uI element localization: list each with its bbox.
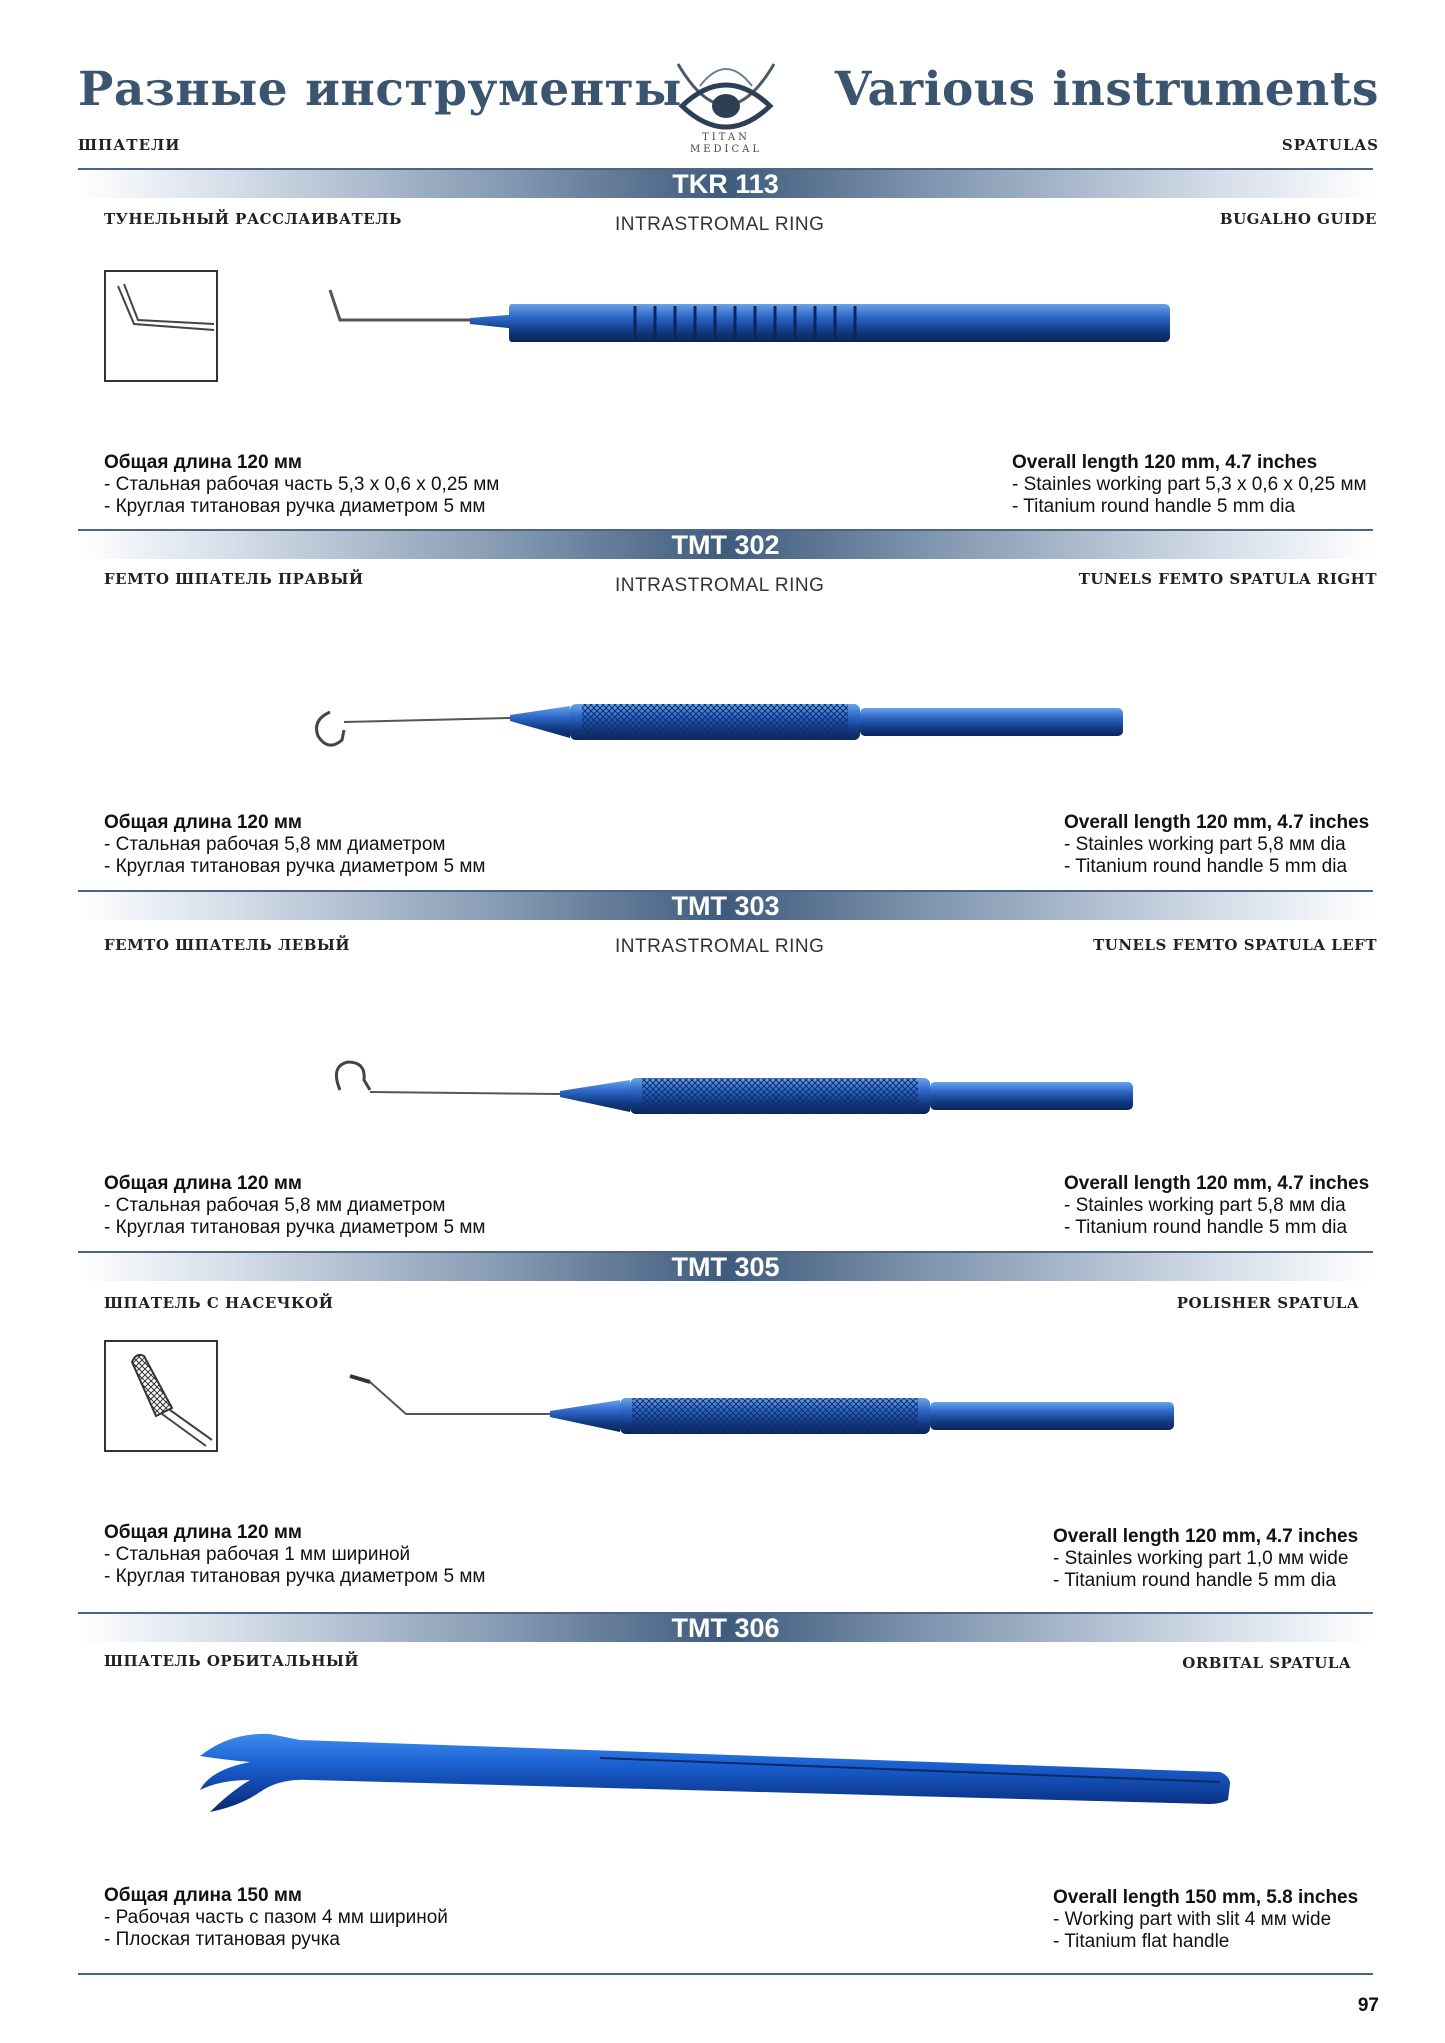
spec-length: Общая длина 120 мм xyxy=(104,1173,302,1194)
spec-length: Общая длина 120 мм xyxy=(104,452,302,473)
logo-text-line1: TITAN xyxy=(702,132,750,143)
spec-ru xyxy=(104,1173,485,1239)
spec-length: Общая длина 120 мм xyxy=(104,1522,302,1543)
section-label-en: SPATULAS xyxy=(1281,136,1379,154)
product-code-bar xyxy=(78,890,1373,920)
spec-length: Overall length 150 mm, 5.8 inches xyxy=(1053,1887,1359,1908)
spec-line: - Titanium round handle 5 mm dia xyxy=(1012,496,1296,517)
product-code: TMT 305 xyxy=(671,1252,780,1282)
spec-length: Overall length 120 mm, 4.7 inches xyxy=(1064,812,1370,833)
spec-line: - Круглая титановая ручка диаметром 5 мм xyxy=(104,496,486,517)
page-title-ru: Разные инструменты xyxy=(78,62,682,117)
instrument-subtitle: INTRASTROMAL RING xyxy=(615,575,825,596)
spec-line: - Рабочая часть с пазом 4 мм шириной xyxy=(104,1907,448,1928)
instrument-name-ru: ШПАТЕЛЬ С НАСЕЧКОЙ xyxy=(104,1294,334,1312)
spec-line: - Titanium flat handle xyxy=(1053,1931,1230,1952)
instrument-image-tmt305 xyxy=(340,1368,1180,1448)
instrument-name-ru: ТУНЕЛЬНЫЙ РАССЛАИВАТЕЛЬ xyxy=(104,210,402,228)
spec-en xyxy=(1053,1526,1358,1592)
instrument-image-tmt302 xyxy=(300,690,1130,770)
spec-line: - Stainles working part 1,0 мм wide xyxy=(1053,1548,1349,1569)
spec-en xyxy=(1053,1887,1358,1953)
titan-medical-logo xyxy=(660,56,792,160)
instrument-name-en: TUNELS FEMTO SPATULA RIGHT xyxy=(1078,570,1377,588)
product-code: TKR 113 xyxy=(672,169,779,199)
spec-ru xyxy=(104,812,485,878)
product-code-bar xyxy=(78,1612,1373,1642)
instrument-subtitle: INTRASTROMAL RING xyxy=(615,214,825,235)
bottom-rule xyxy=(78,1973,1373,1975)
spec-ru xyxy=(104,1522,485,1588)
instrument-name-en: BUGALHO GUIDE xyxy=(1219,210,1377,228)
instrument-subtitle: INTRASTROMAL RING xyxy=(615,936,825,957)
product-code-bar xyxy=(78,168,1373,198)
spec-line: - Stainles working part 5,8 мм dia xyxy=(1064,834,1346,855)
spec-line: - Titanium round handle 5 mm dia xyxy=(1064,856,1348,877)
tip-detail-image xyxy=(104,1340,218,1452)
spec-en xyxy=(1064,812,1369,878)
product-code: TMT 303 xyxy=(671,891,780,921)
spec-line: - Круглая титановая ручка диаметром 5 мм xyxy=(104,1217,486,1238)
spec-length: Общая длина 150 мм xyxy=(104,1885,302,1906)
spec-line: - Working part with slit 4 мм wide xyxy=(1053,1909,1332,1930)
product-code-bar xyxy=(78,529,1373,559)
instrument-image-tkr113 xyxy=(320,280,1180,360)
spec-line: - Круглая титановая ручка диаметром 5 мм xyxy=(104,1566,486,1587)
spec-length: Overall length 120 mm, 4.7 inches xyxy=(1053,1526,1359,1547)
spec-ru xyxy=(104,452,499,518)
spec-line: - Stainles working part 5,8 мм dia xyxy=(1064,1195,1346,1216)
product-code: TMT 302 xyxy=(671,530,780,560)
instrument-name-en: ORBITAL SPATULA xyxy=(1182,1654,1351,1672)
instrument-image-tmt306 xyxy=(190,1720,1240,1830)
product-code-bar xyxy=(78,1251,1373,1281)
page-title-en: Various instruments xyxy=(834,62,1379,117)
spec-line: - Стальная рабочая 1 мм шириной xyxy=(104,1544,411,1565)
spec-line: - Плоская титановая ручка xyxy=(104,1929,340,1950)
instrument-image-tmt303 xyxy=(320,1050,1140,1130)
instrument-name-en: TUNELS FEMTO SPATULA LEFT xyxy=(1093,936,1377,954)
spec-en xyxy=(1012,452,1367,518)
tip-detail-image xyxy=(104,270,218,382)
spec-line: - Titanium round handle 5 mm dia xyxy=(1064,1217,1348,1238)
instrument-name-ru: FEMTO ШПАТЕЛЬ ЛЕВЫЙ xyxy=(104,936,351,954)
spec-line: - Стальная рабочая 5,8 мм диаметром xyxy=(104,1195,446,1216)
spec-length: Overall length 120 mm, 4.7 inches xyxy=(1064,1173,1370,1194)
spec-en xyxy=(1064,1173,1369,1239)
product-code: TMT 306 xyxy=(671,1613,780,1643)
spec-ru xyxy=(104,1885,448,1951)
spec-line: - Круглая титановая ручка диаметром 5 мм xyxy=(104,856,486,877)
page-number: 97 xyxy=(1357,1995,1379,2016)
spec-line: - Titanium round handle 5 mm dia xyxy=(1053,1570,1337,1591)
logo-text-line2: MEDICAL xyxy=(689,144,763,155)
spec-line: - Stainles working part 5,3 х 0,6 х 0,25 мм xyxy=(1012,474,1367,495)
instrument-name-ru: ШПАТЕЛЬ ОРБИТАЛЬНЫЙ xyxy=(104,1652,360,1670)
spec-line: - Стальная рабочая 5,8 мм диаметром xyxy=(104,834,446,855)
spec-length: Общая длина 120 мм xyxy=(104,812,302,833)
instrument-name-ru: FEMTO ШПАТЕЛЬ ПРАВЫЙ xyxy=(104,570,364,588)
spec-line: - Стальная рабочая часть 5,3 х 0,6 х 0,25 мм xyxy=(104,474,500,495)
section-label-ru: ШПАТЕЛИ xyxy=(78,136,181,154)
instrument-name-en: POLISHER SPATULA xyxy=(1176,1294,1359,1312)
spec-length: Overall length 120 mm, 4.7 inches xyxy=(1012,452,1318,473)
